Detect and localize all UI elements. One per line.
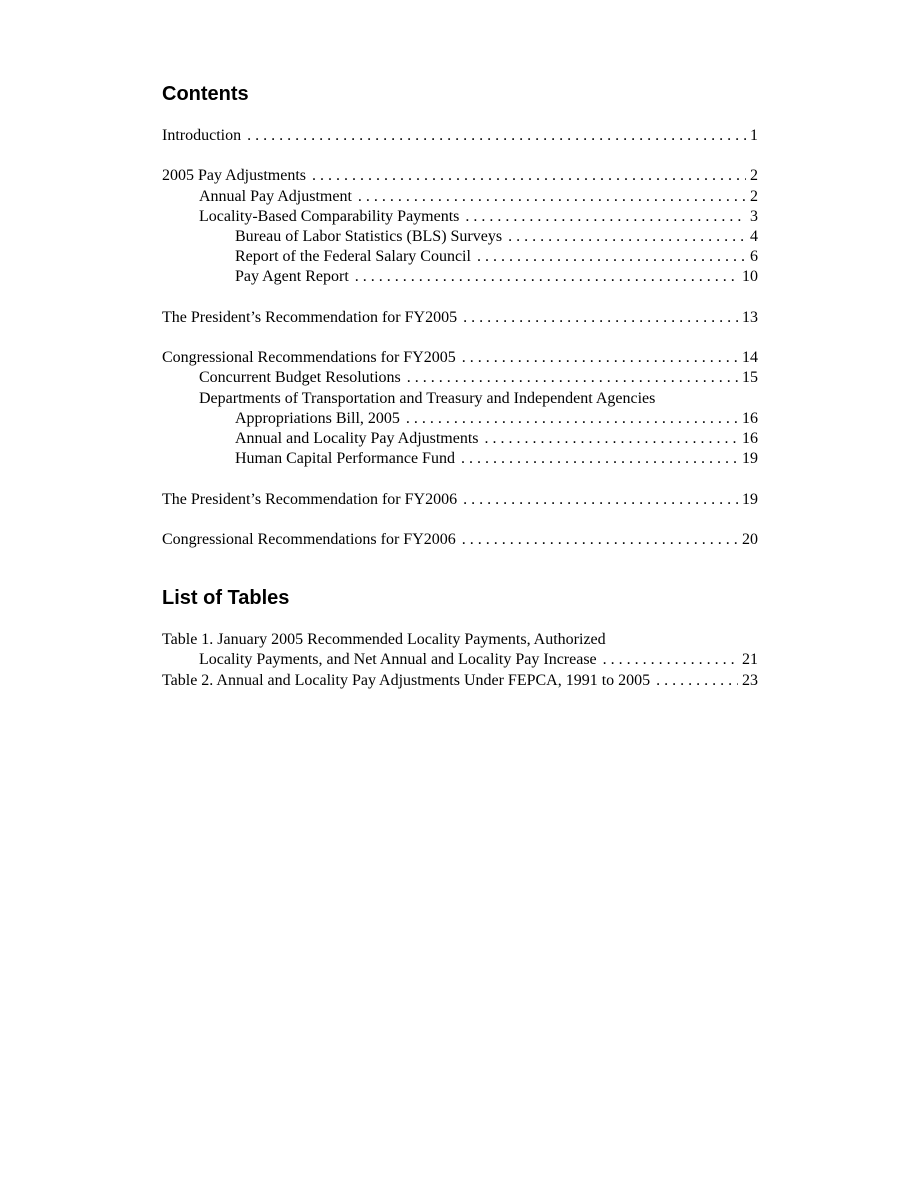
dot-leader xyxy=(656,671,738,691)
dot-leader xyxy=(485,429,738,449)
dot-leader xyxy=(358,187,746,207)
tables-list xyxy=(162,630,758,691)
toc-entry[interactable] xyxy=(162,490,758,510)
toc-entry[interactable] xyxy=(162,187,758,207)
toc-entry-title: Appropriations Bill, 2005 xyxy=(235,409,400,427)
toc-entry[interactable] xyxy=(162,207,758,227)
toc-entry-title: Pay Agent Report xyxy=(235,268,349,286)
table-entry-title: Table 1. January 2005 Recommended Locality Payments, Authorized xyxy=(162,631,606,649)
toc-entry-title: Departments of Transportation and Treasury and Independent Agencies xyxy=(199,389,656,407)
toc-entry-title: 2005 Pay Adjustments xyxy=(162,167,307,185)
toc-entry-title: Congressional Recommendations for FY2006 xyxy=(162,530,456,548)
toc-entry-page: 20 xyxy=(742,530,758,548)
table-entry-title: Table 2. Annual and Locality Pay Adjustments Under FEPCA, 1991 to 2005 xyxy=(162,671,651,689)
toc-entry-heading-line[interactable] xyxy=(162,389,758,409)
table-entry-page: 23 xyxy=(742,671,758,689)
toc-entry-page: 19 xyxy=(742,450,758,468)
toc-entry-page: 3 xyxy=(750,207,758,225)
toc-entry-page: 16 xyxy=(742,430,758,447)
dot-leader xyxy=(461,449,738,469)
dot-leader xyxy=(477,247,746,267)
toc-entry[interactable] xyxy=(162,409,758,429)
contents-heading: Contents xyxy=(162,83,249,105)
toc-entry-title: Congressional Recommendations for FY2005 xyxy=(162,349,456,367)
toc-entry-page: 16 xyxy=(742,409,758,427)
document-page xyxy=(162,80,758,691)
dot-leader xyxy=(463,490,738,510)
table-entry-line1[interactable] xyxy=(162,630,758,650)
toc-entry-title: The President’s Recommendation for FY2006 xyxy=(162,490,458,508)
toc-entry[interactable] xyxy=(162,166,758,186)
toc-entry-page: 14 xyxy=(742,349,758,367)
toc-entry[interactable] xyxy=(162,348,758,368)
list-of-tables-heading: List of Tables xyxy=(162,587,290,610)
toc-entry[interactable] xyxy=(162,267,758,287)
toc-entry-page: 10 xyxy=(742,268,758,286)
toc-entry-title: Annual and Locality Pay Adjustments xyxy=(235,430,479,447)
toc-entry-page: 2 xyxy=(750,167,758,185)
toc-entry-title: Human Capital Performance Fund xyxy=(235,450,455,468)
dot-leader xyxy=(462,348,738,368)
toc-group xyxy=(162,126,758,146)
toc-entry-title: Locality-Based Comparability Payments xyxy=(199,207,460,225)
toc-entry[interactable] xyxy=(162,227,758,247)
contents-list xyxy=(162,126,758,550)
dot-leader xyxy=(462,530,738,550)
dot-leader xyxy=(407,368,738,388)
toc-entry[interactable] xyxy=(162,247,758,267)
table-entry[interactable] xyxy=(162,671,758,691)
dot-leader xyxy=(603,650,738,670)
table-entry-title: Locality Payments, and Net Annual and Locality Pay Increase xyxy=(199,651,597,669)
dot-leader xyxy=(465,207,746,227)
toc-group xyxy=(162,166,758,287)
toc-entry-page: 2 xyxy=(750,187,758,205)
toc-group xyxy=(162,530,758,550)
toc-entry[interactable] xyxy=(162,449,758,469)
toc-entry-title: Annual Pay Adjustment xyxy=(199,187,352,205)
toc-entry[interactable] xyxy=(162,530,758,550)
toc-group xyxy=(162,308,758,328)
toc-entry[interactable] xyxy=(162,429,758,449)
toc-entry-page: 15 xyxy=(742,369,758,387)
dot-leader xyxy=(355,267,738,287)
toc-entry-title: Bureau of Labor Statistics (BLS) Surveys xyxy=(235,228,503,245)
toc-group xyxy=(162,348,758,469)
toc-entry-title: Concurrent Budget Resolutions xyxy=(199,369,401,387)
toc-entry-page: 1 xyxy=(750,127,758,144)
toc-entry[interactable] xyxy=(162,126,758,146)
dot-leader xyxy=(463,308,738,328)
dot-leader xyxy=(247,126,746,146)
toc-entry-page: 6 xyxy=(750,248,758,266)
toc-group xyxy=(162,490,758,510)
dot-leader xyxy=(312,166,746,186)
toc-entry-title: The President’s Recommendation for FY2005 xyxy=(162,308,458,326)
toc-entry-title: Report of the Federal Salary Council xyxy=(235,248,471,266)
table-entry-page: 21 xyxy=(742,651,758,669)
dot-leader xyxy=(508,227,746,247)
toc-entry-page: 13 xyxy=(742,308,758,326)
toc-entry[interactable] xyxy=(162,308,758,328)
toc-entry-page: 4 xyxy=(750,228,758,245)
toc-entry[interactable] xyxy=(162,368,758,388)
table-entry[interactable] xyxy=(162,650,758,670)
toc-entry-page: 19 xyxy=(742,490,758,508)
dot-leader xyxy=(406,409,738,429)
toc-entry-title: Introduction xyxy=(162,127,242,144)
